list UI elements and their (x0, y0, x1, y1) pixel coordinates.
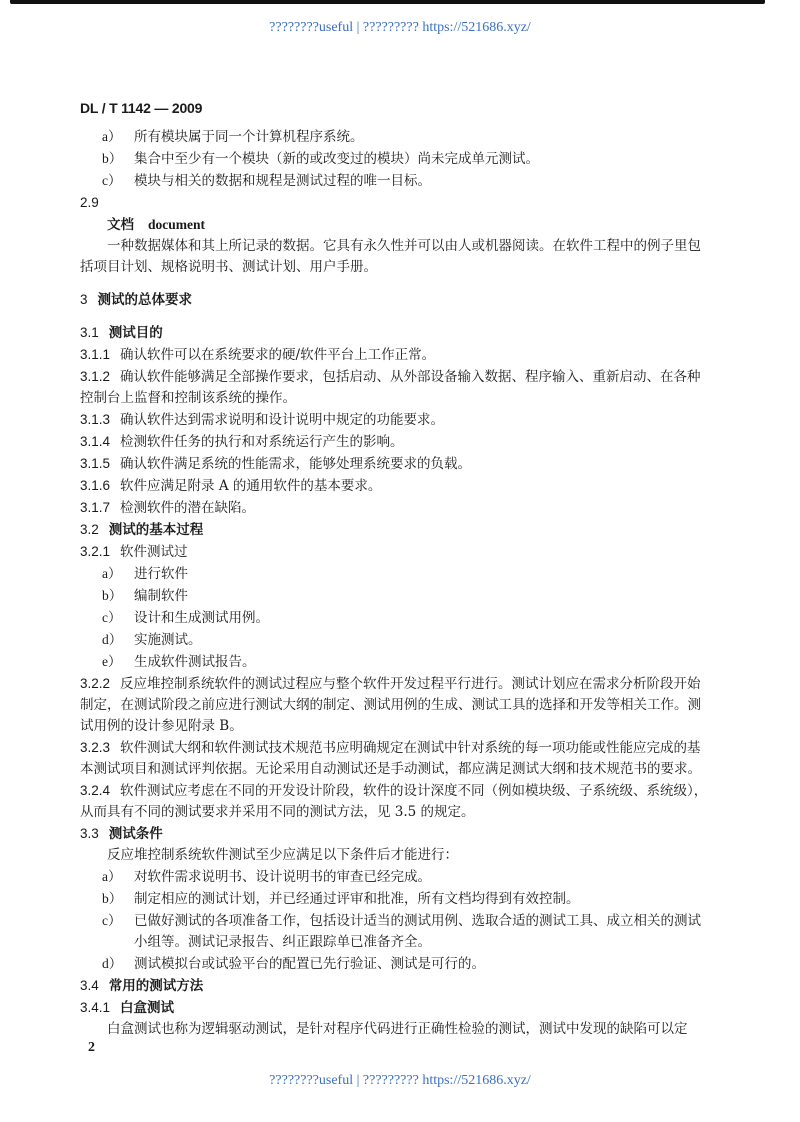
term-cn: 文档 (107, 217, 134, 233)
clause-3-4-1-text: 白盒测试也称为逻辑驱动测试，是针对程序代码进行正确性检验的测试，测试中发现的缺陷可以定 (107, 1021, 688, 1037)
term-en: document (148, 217, 205, 232)
list-text: 模块与相关的数据和规程是测试过程的唯一目标。 (134, 173, 431, 189)
list-text: 集合中至少有一个模块（新的或改变过的模块）尚未完成单元测试。 (134, 151, 539, 167)
clause-3-2-1: 3.2.1 软件测试过 (80, 544, 188, 560)
clause-number (80, 192, 712, 214)
list-text: 所有模块属于同一个计算机程序系统。 (134, 129, 364, 145)
page-number: 2 (88, 1040, 95, 1055)
clause-3-1-4: 3.1.4 检测软件任务的执行和对系统运行产生的影响。 (80, 434, 404, 450)
page-body (80, 126, 712, 1040)
list-label: b） (102, 151, 123, 166)
section-heading-3-4: 3.4 常用的测试方法 (80, 978, 204, 994)
clause-3-2-2: 3.2.2 反应堆控制系统软件的测试过程应与整个软件开发过程平行进行。测试计划应在需求分析阶段开始制定，在测试阶段之前应进行测试大纲的制定、测试用例的生成、测试工具的选择和开发等相关工作。测试用例的设计参见附录 B。 (80, 676, 701, 734)
watermark-top: ????????useful | ????????? https://521686.xyz/ (269, 20, 531, 35)
list-item: d） 测试模拟台或试验平台的配置已先行验证、测试是可行的。 (102, 956, 485, 972)
clause-3-1-5: 3.1.5 确认软件满足系统的性能需求，能够处理系统要求的负载。 (80, 456, 472, 472)
clause-3-1-6: 3.1.6 软件应满足附录 A 的通用软件的基本要求。 (80, 478, 382, 494)
list-item: d） 实施测试。 (102, 632, 202, 648)
clause-3-1-3: 3.1.3 确认软件达到需求说明和设计说明中规定的功能要求。 (80, 412, 445, 428)
section-heading-3-1: 3.1 测试目的 (80, 325, 163, 341)
section-3-3-intro: 反应堆控制系统软件测试至少应满足以下条件后才能进行： (107, 847, 458, 863)
list-item (80, 170, 712, 192)
section-heading-3-2: 3.2 测试的基本过程 (80, 522, 204, 538)
scan-edge-bar (10, 0, 765, 4)
list-item: a） 对软件需求说明书、设计说明书的审查已经完成。 (102, 869, 431, 885)
clause-3-2-3: 3.2.3 软件测试大纲和软件测试技术规范书应明确规定在测试中针对系统的每一项功能或性能应完成的基本测试项目和测试评判依据。无论采用自动测试还是手动测试，都应满足测试大纲和技术规范书的要求。 (80, 740, 701, 777)
clause-3-1-7: 3.1.7 检测软件的潜在缺陷。 (80, 500, 256, 516)
clause-3-2-4: 3.2.4 软件测试应考虑在不同的开发设计阶段，软件的设计深度不同（例如模块级、子系统级、系统级），从而具有不同的测试要求并采用不同的测试方法，见 3.5 的规定。 (80, 783, 708, 820)
list-label: c） (102, 173, 122, 188)
list-label: a） (102, 129, 122, 144)
list-item (80, 126, 712, 148)
list-item (80, 148, 712, 170)
list-item: e） 生成软件测试报告。 (102, 654, 256, 670)
list-item: c） 设计和生成测试用例。 (102, 610, 269, 626)
clause-number-2-9: 2.9 (80, 195, 99, 210)
section-heading-3: 3 测试的总体要求 (80, 292, 193, 308)
clause-3-1-1: 3.1.1 确认软件可以在系统要求的硬/软件平台上工作正常。 (80, 347, 436, 363)
section-heading-3-4-1: 3.4.1 白盒测试 (80, 1000, 175, 1016)
standard-code: DL / T 1142 — 2009 (80, 100, 203, 116)
watermark-bottom: ????????useful | ????????? https://521686.xyz/ (269, 1073, 531, 1088)
clause-3-1-2: 3.1.2 确认软件能够满足全部操作要求，包括启动、从外部设备输入数据、程序输入、重新启动、在各种控制台上监督和控制该系统的操作。 (80, 369, 701, 406)
list-item: b） 编制软件 (102, 588, 188, 604)
section-heading-3-3: 3.3 测试条件 (80, 826, 163, 842)
list-item: b） 制定相应的测试计划，并已经通过评审和批准，所有文档均得到有效控制。 (102, 891, 580, 907)
term-heading (80, 214, 712, 236)
list-item: a） 进行软件 (102, 566, 188, 582)
term-definition: 一种数据媒体和其上所记录的数据。它具有永久性并可以由人或机器阅读。在软件工程中的例子里包括项目计划、规格说明书、测试计划、用户手册。 (80, 238, 701, 275)
list-item: c） 已做好测试的各项准备工作，包括设计适当的测试用例、选取合适的测试工具、成立相关的测试小组等。测试记录报告、纠正跟踪单已准备齐全。 (102, 913, 701, 950)
